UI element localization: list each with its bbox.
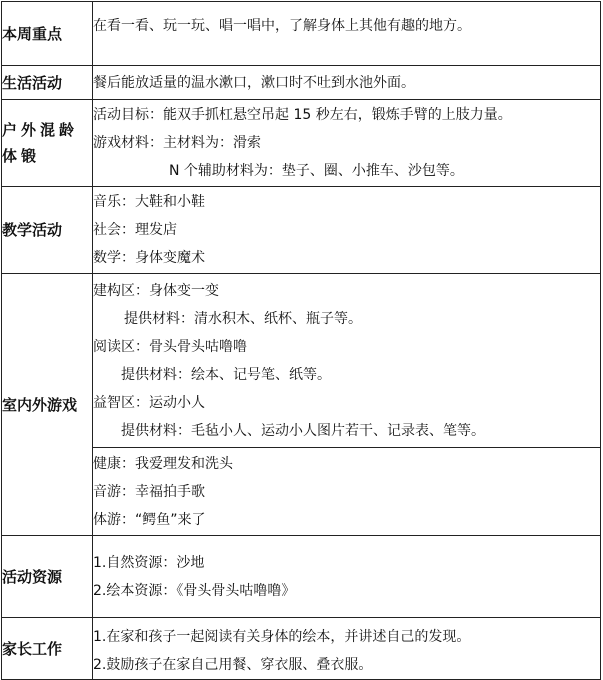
text-line: 健康：我爱理发和洗头 [93,455,233,472]
row-resources [2,536,601,618]
text-line: 活动目标：能双手抓杠悬空吊起 15 秒左右，锻炼手臂的上肢力量。 [93,107,512,123]
text-line: 餐后能放适量的温水漱口，漱口时不吐到水池外面。 [93,74,415,91]
area-name: 建构区：身体变一变 [93,282,219,299]
label-parents: 家长工作 [2,618,93,680]
label-resources: 活动资源 [2,536,93,618]
text-line: 音游：幸福拍手歌 [93,483,205,500]
row-games-areas [2,274,601,448]
area-name: 益智区：运动小人 [93,394,205,411]
text-line: 2.鼓励孩子在家自己用餐、穿衣服、叠衣服。 [93,657,373,673]
text-line: 在看一看、玩一玩、唱一唱中，了解身体上其他有趣的地方。 [93,18,471,34]
content-games [93,448,601,536]
row-outdoor-exercise [2,100,601,187]
label-weekly-focus: 本周重点 [2,2,93,66]
row-teaching [2,187,601,274]
content-learning-areas [93,274,601,448]
area-materials: 提供材料：清水积木、纸杯、瓶子等。 [124,310,362,327]
text-line: 体游：“鳄鱼”来了 [93,511,206,528]
area-materials: 提供材料：毛毡小人、运动小人图片若干、记录表、笔等。 [121,422,485,439]
text-line: 社会：理发店 [93,222,177,238]
content-outdoor-exercise [93,100,601,187]
text-line: 1.自然资源：沙地 [93,554,205,571]
content-parents [93,618,601,680]
row-daily-life [2,66,601,100]
area-materials: 提供材料：绘本、记号笔、纸等。 [121,366,331,383]
text-line: 音乐：大鞋和小鞋 [93,194,205,210]
text-line: 数学：身体变魔术 [93,250,205,266]
label-outdoor-exercise: 户外混龄体锻 [2,100,93,187]
weekly-plan-table [1,1,601,680]
label-games: 室内外游戏 [2,274,93,536]
content-resources [93,536,601,618]
content-weekly-focus [93,2,601,66]
area-name: 阅读区：骨头骨头咕噜噜 [93,338,247,355]
text-line: 2.绘本资源：《骨头骨头咕噜噜》 [93,582,296,599]
text-line: N 个辅助材料为：垫子、圈、小推车、沙包等。 [169,163,464,179]
content-daily-life [93,66,601,100]
row-parents [2,618,601,680]
content-teaching [93,187,601,274]
text-line: 游戏材料：主材料为：滑索 [93,135,261,151]
label-teaching: 教学活动 [2,187,93,274]
label-daily-life: 生活活动 [2,66,93,100]
text-line: 1.在家和孩子一起阅读有关身体的绘本，并讲述自己的发现。 [93,629,471,645]
row-weekly-focus [2,2,601,66]
